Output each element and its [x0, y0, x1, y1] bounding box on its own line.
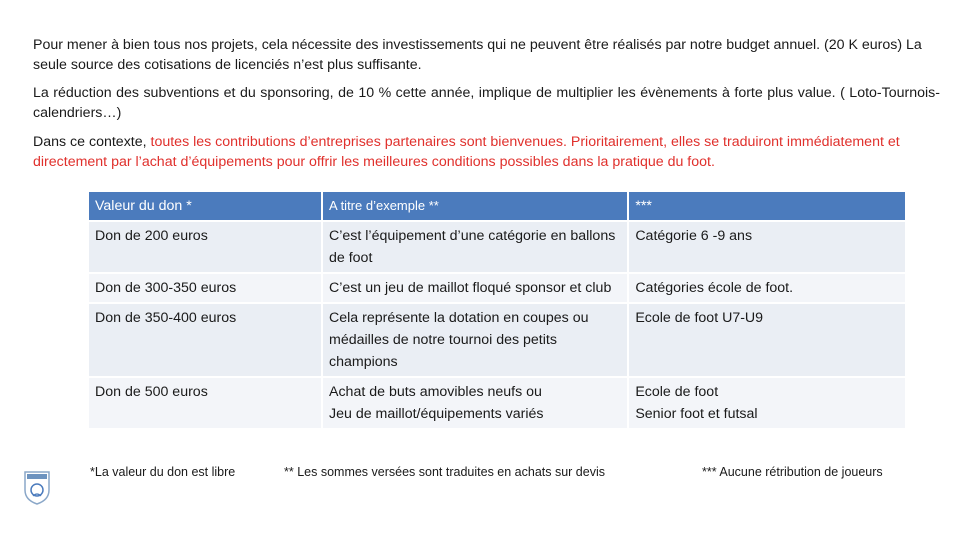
donation-example: C’est l’équipement d’une catégorie en ballons de foot: [323, 222, 627, 272]
donation-category: Catégorie 6 -9 ans: [629, 222, 905, 272]
header-example: A titre d’exemple **: [323, 192, 627, 220]
header-category: ***: [629, 192, 905, 220]
context-text: Dans ce contexte,: [33, 134, 151, 150]
donation-category: Catégories école de foot.: [629, 274, 905, 302]
donation-example: Cela représente la dotation en coupes ou médailles de notre tournoi des petits champions: [323, 304, 627, 376]
footnote-value: *La valeur du don est libre: [90, 465, 236, 479]
donation-value: Don de 350-400 euros: [89, 304, 321, 376]
header-value: Valeur du don *: [89, 192, 321, 220]
donation-value: Don de 500 euros: [89, 378, 321, 428]
intro-paragraph-3: [33, 132, 940, 172]
table-row: [89, 222, 905, 272]
donation-value: Don de 300-350 euros: [89, 274, 321, 302]
donation-table: [87, 190, 907, 430]
donation-category: Ecole de foot Senior foot et futsal: [629, 378, 905, 428]
donation-category: Ecole de foot U7-U9: [629, 304, 905, 376]
table-row: [89, 304, 905, 376]
donation-example: C’est un jeu de maillot floqué sponsor et club: [323, 274, 627, 302]
intro-paragraph-2: La réduction des subventions et du sponsoring, de 10 % cette année, implique de multiplier les évènements à forte plus value. ( Loto-Tournois-calendriers…): [33, 85, 940, 121]
donation-value: Don de 200 euros: [89, 222, 321, 272]
intro-paragraph-1: Pour mener à bien tous nos projets, cela nécessite des investissements qui ne peuvent être réalisés par notre budget annuel. (20 K euros) La seule source des cotisations de licenciés n’est plus suffisante.: [33, 37, 922, 73]
club-logo-icon: [22, 466, 52, 506]
table-row: [89, 274, 905, 302]
footnote-category: *** Aucune rétribution de joueurs: [702, 465, 883, 479]
donation-example: Achat de buts amovibles neufs ou Jeu de maillot/équipements variés: [323, 378, 627, 428]
table-header-row: [89, 192, 905, 220]
table-row: [89, 378, 905, 428]
footnote-example: ** Les sommes versées sont traduites en achats sur devis: [284, 465, 605, 479]
highlight-text: toutes les contributions d’entreprises partenaires sont bienvenues. Prioritairement, elles se traduiront immédiatement et directement par l’achat d’équipements pour offrir les meilleures conditions possibles dans la pratique du foot.: [33, 134, 900, 170]
